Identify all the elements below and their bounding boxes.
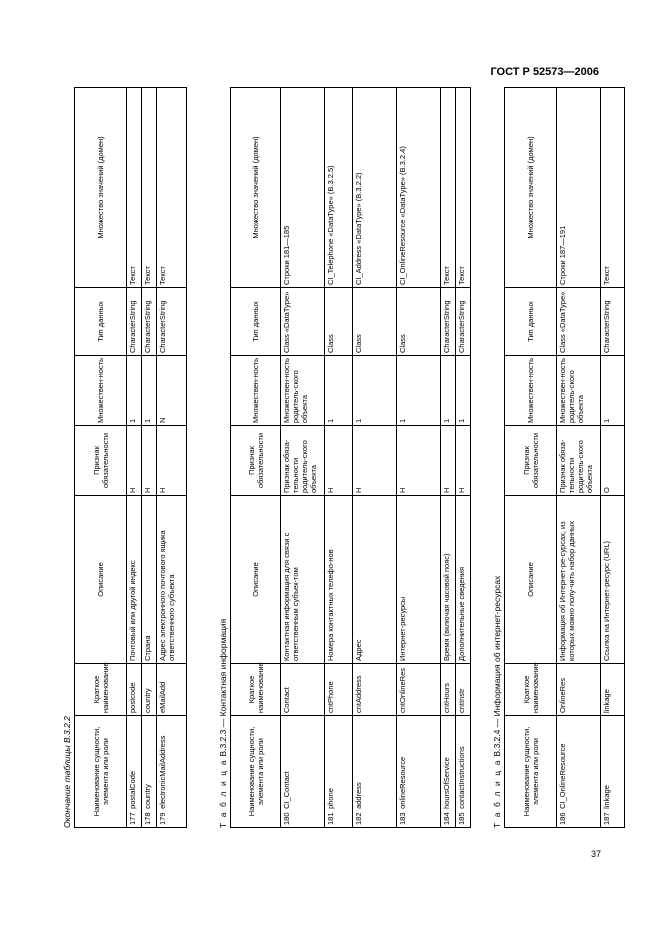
cell-mult: 1 <box>441 356 456 426</box>
column-header: Множество значений (домен) <box>231 88 281 288</box>
cell-type: CharacterString <box>601 288 625 356</box>
cell-domain: Строки 187—191 <box>557 88 601 288</box>
column-header: Признак обязательности <box>231 426 281 496</box>
column-header: Множествен-ность <box>75 356 127 426</box>
cell-obl: Н <box>127 426 142 496</box>
cell-name <box>601 716 625 828</box>
landscape-content <box>60 84 611 828</box>
cell-type: Class «DataType» <box>557 288 601 356</box>
table-row <box>456 88 471 828</box>
data-table <box>74 87 187 828</box>
row-number: 178 <box>143 812 152 825</box>
cell-name <box>142 716 157 828</box>
table-row <box>127 88 142 828</box>
row-number: 185 <box>457 812 466 825</box>
section-table-b324 <box>490 84 625 828</box>
entity-name: hoursOfService <box>442 757 451 809</box>
cell-domain: Текст <box>601 88 625 288</box>
cell-type: Class «DataType» <box>281 288 325 356</box>
cell-domain: Текст <box>456 88 471 288</box>
cell-obl: Н <box>325 426 353 496</box>
cell-obl: Н <box>456 426 471 496</box>
entity-name: linkage <box>602 785 611 809</box>
row-number: 187 <box>602 812 611 825</box>
entity-name: contactInstructions <box>457 746 466 809</box>
cell-type: CharacterString <box>441 288 456 356</box>
cell-obl: Н <box>353 426 397 496</box>
header-row <box>231 88 281 828</box>
column-header: Описание <box>505 496 557 664</box>
column-header: Наименование сущности, элемента или роли <box>231 716 281 828</box>
table-caption-label: Т а б л и ц а <box>218 758 228 828</box>
cell-desc: Контактная информация для связи с ответственным субъек-том <box>281 496 325 664</box>
cell-desc: Время (включая часовой пояс) <box>441 496 456 664</box>
row-number: 181 <box>326 812 335 825</box>
cell-name <box>281 716 325 828</box>
cell-name <box>127 716 142 828</box>
cell-domain: Текст <box>127 88 142 288</box>
row-number: 184 <box>442 812 451 825</box>
cell-short: cntOnlineRes <box>397 664 441 716</box>
entity-name: postalCode <box>128 770 137 809</box>
cell-desc: Ссылка на Интернет-ресурс (URL) <box>601 496 625 664</box>
cell-obl: Н <box>157 426 187 496</box>
cell-type: CharacterString <box>157 288 187 356</box>
cell-type: CharacterString <box>456 288 471 356</box>
column-header: Наименование сущности, элемента или роли <box>505 716 557 828</box>
cell-domain: Строки 181—185 <box>281 88 325 288</box>
row-number: 179 <box>158 812 167 825</box>
cell-desc: Почтовый или другой индекс <box>127 496 142 664</box>
entity-name: CI_OnlineResource <box>558 743 567 809</box>
cell-short: eMailAdd <box>157 664 187 716</box>
header-row <box>75 88 127 828</box>
cell-obl: О <box>601 426 625 496</box>
column-header: Множествен-ность <box>505 356 557 426</box>
entity-name: address <box>354 782 363 809</box>
cell-desc: Адрес электронного почтового ящика ответственного субъекта <box>157 496 187 664</box>
standard-header: ГОСТ Р 52573—2006 <box>490 66 599 78</box>
cell-domain: CI_Address «DataType» (В.3.2.2) <box>353 88 397 288</box>
cell-name <box>157 716 187 828</box>
column-header: Признак обязательности <box>75 426 127 496</box>
row-number: 180 <box>282 812 291 825</box>
rotated-sheet <box>60 84 611 828</box>
page-number: 37 <box>590 849 601 859</box>
section-table-b322-end <box>60 84 187 828</box>
cell-mult: 1 <box>456 356 471 426</box>
cell-obl: Признак обяза-тельности родитель-ского объекта <box>281 426 325 496</box>
cell-name <box>353 716 397 828</box>
entity-name: onlineResource <box>398 756 407 809</box>
column-header: Краткое наименование <box>75 664 127 716</box>
cell-domain: Текст <box>157 88 187 288</box>
cell-desc: Информация об Интернет-ре-сурсах, из которых можно полу-чить набор данных <box>557 496 601 664</box>
cell-obl: Н <box>441 426 456 496</box>
column-header: Тип данных <box>505 288 557 356</box>
column-header: Краткое наименование <box>231 664 281 716</box>
cell-type: Class <box>325 288 353 356</box>
header-row <box>505 88 557 828</box>
entity-name: CI_Contact <box>282 771 291 809</box>
table-row <box>281 88 325 828</box>
cell-desc: Дополнительные сведения <box>456 496 471 664</box>
table-row <box>142 88 157 828</box>
cell-name <box>557 716 601 828</box>
column-header: Описание <box>231 496 281 664</box>
cell-type: Class <box>397 288 441 356</box>
data-table <box>230 87 471 828</box>
entity-name: country <box>143 784 152 809</box>
entity-name: phone <box>326 788 335 809</box>
cell-short: cntInstr <box>456 664 471 716</box>
cell-obl: Признак обяза-тельности родитель-ского объекта <box>557 426 601 496</box>
column-header: Множество значений (домен) <box>505 88 557 288</box>
table-caption-text: В.3.2.3 — Контактная информация <box>218 618 228 757</box>
cell-domain: CI_Telephone «DataType» (В.3.2.5) <box>325 88 353 288</box>
cell-short: OnlineRes <box>557 664 601 716</box>
column-header: Описание <box>75 496 127 664</box>
cell-type: Class <box>353 288 397 356</box>
cell-obl: Н <box>142 426 157 496</box>
cell-domain: Текст <box>142 88 157 288</box>
entity-name: electronicMailAddress <box>158 735 167 809</box>
cell-mult: N <box>157 356 187 426</box>
cell-short: cntAddress <box>353 664 397 716</box>
cell-short: country <box>142 664 157 716</box>
cell-desc: Страна <box>142 496 157 664</box>
cell-short: cntPhone <box>325 664 353 716</box>
table-caption <box>490 84 504 828</box>
column-header: Краткое наименование <box>505 664 557 716</box>
column-header: Наименование сущности, элемента или роли <box>75 716 127 828</box>
cell-short: postcode <box>127 664 142 716</box>
cell-domain: Текст <box>441 88 456 288</box>
table-caption-text: В.3.2.4 — Информация об интернет-ресурсах <box>492 575 502 757</box>
data-table <box>504 87 625 828</box>
table-caption <box>216 84 230 828</box>
cell-mult: 1 <box>353 356 397 426</box>
table-caption-label: Т а б л и ц а <box>492 758 502 828</box>
section-table-b323 <box>216 84 471 828</box>
cell-obl: Н <box>397 426 441 496</box>
table-row <box>157 88 187 828</box>
cell-type: CharacterString <box>142 288 157 356</box>
table-row <box>441 88 456 828</box>
cell-short: cntHours <box>441 664 456 716</box>
cell-mult: 1 <box>601 356 625 426</box>
cell-mult: Множествен-ность родитель-ского объекта <box>281 356 325 426</box>
cell-name <box>456 716 471 828</box>
cell-desc: Номера контактных телефо-нов <box>325 496 353 664</box>
table-caption <box>60 84 74 828</box>
column-header: Признак обязательности <box>505 426 557 496</box>
row-number: 186 <box>558 812 567 825</box>
column-header: Множествен-ность <box>231 356 281 426</box>
table-row <box>601 88 625 828</box>
cell-desc: Адрес <box>353 496 397 664</box>
cell-name <box>325 716 353 828</box>
cell-mult: Множествен-ность родитель-ского объекта <box>557 356 601 426</box>
column-header: Множество значений (домен) <box>75 88 127 288</box>
cell-domain: CI_OnlineResource «DataType» (В.3.2.4) <box>397 88 441 288</box>
cell-name <box>397 716 441 828</box>
cell-mult: 1 <box>127 356 142 426</box>
cell-type: CharacterString <box>127 288 142 356</box>
cell-mult: 1 <box>397 356 441 426</box>
cell-short: Contact <box>281 664 325 716</box>
cell-name <box>441 716 456 828</box>
row-number: 183 <box>398 812 407 825</box>
table-caption-text: Окончание таблицы В.3.2.2 <box>62 716 72 828</box>
cell-desc: Интернет-ресурсы <box>397 496 441 664</box>
table-row <box>325 88 353 828</box>
column-header: Тип данных <box>75 288 127 356</box>
table-row <box>397 88 441 828</box>
row-number: 182 <box>354 812 363 825</box>
cell-mult: 1 <box>325 356 353 426</box>
row-number: 177 <box>128 812 137 825</box>
table-row <box>557 88 601 828</box>
cell-mult: 1 <box>142 356 157 426</box>
cell-short: linkage <box>601 664 625 716</box>
column-header: Тип данных <box>231 288 281 356</box>
table-row <box>353 88 397 828</box>
